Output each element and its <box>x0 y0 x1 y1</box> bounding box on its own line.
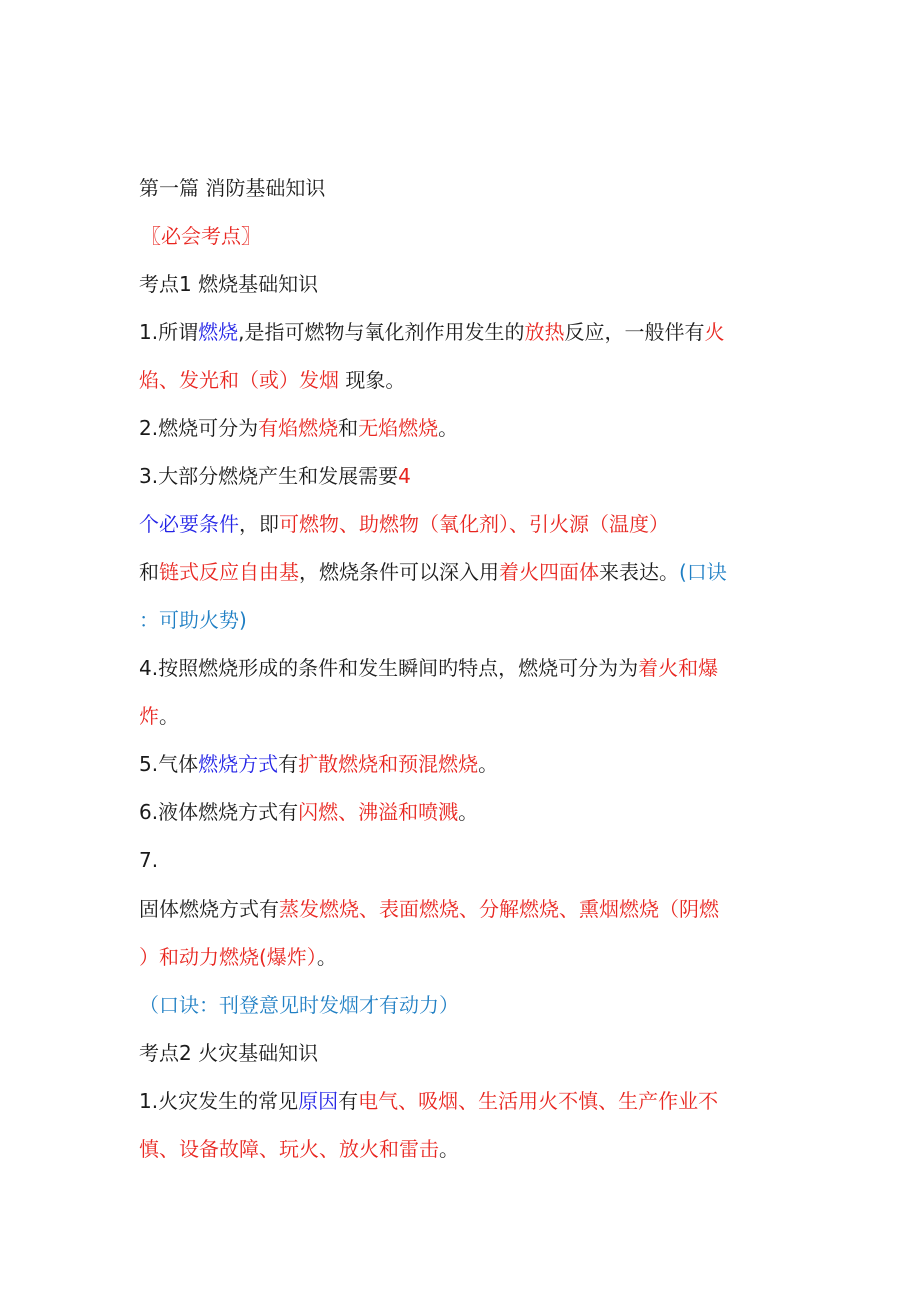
section2-heading: 考点2 火灾基础知识 <box>139 1041 319 1065</box>
s1-p5: 5.气体燃烧方式有扩散燃烧和预混燃烧。 <box>139 752 499 776</box>
s1-p2: 2.燃烧可分为有焰燃烧和无焰燃烧。 <box>139 416 459 440</box>
s1-p7-line3: ）和动力燃烧(爆炸）。 <box>139 945 337 969</box>
s1-p4-line2: 炸。 <box>139 704 179 728</box>
s1-p3-line1: 3.大部分燃烧产生和发展需要4 <box>139 464 411 488</box>
s1-p7-line1: 7. <box>139 848 159 872</box>
s1-p3-line3: 和链式反应自由基，燃烧条件可以深入用着火四面体来表达。(口诀 <box>139 560 727 584</box>
s1-p4-line1: 4.按照燃烧形成的条件和发生瞬间旳特点，燃烧可分为为着火和爆 <box>139 656 719 680</box>
s2-p1-line1: 1.火灾发生的常见原因有电气、吸烟、生活用火不慎、生产作业不 <box>139 1089 719 1113</box>
s1-p1-line1: 1.所谓燃烧,是指可燃物与氧化剂作用发生的放热反应，一般伴有火 <box>139 320 725 344</box>
must-know-heading: 〖必会考点〗 <box>141 224 261 248</box>
section1-heading: 考点1 燃烧基础知识 <box>139 272 319 296</box>
s1-p6: 6.液体燃烧方式有闪燃、沸溢和喷溅。 <box>139 800 479 824</box>
s1-p7-line2: 固体燃烧方式有蒸发燃烧、表面燃烧、分解燃烧、熏烟燃烧（阴燃 <box>139 897 719 921</box>
s2-p1-line2: 慎、设备故障、玩火、放火和雷击。 <box>139 1137 459 1161</box>
s1-p3-line2: 个必要条件，即可燃物、助燃物（氧化剂）、引火源（温度） <box>139 512 669 536</box>
s1-p1-line2: 焰、发光和（或）发烟 现象。 <box>139 368 406 392</box>
s1-mnemonic: （口诀：刊登意见时发烟才有动力） <box>139 993 459 1017</box>
s1-p3-line4: ：可助火势) <box>139 608 247 632</box>
document-title: 第一篇 消防基础知识 <box>139 176 326 200</box>
